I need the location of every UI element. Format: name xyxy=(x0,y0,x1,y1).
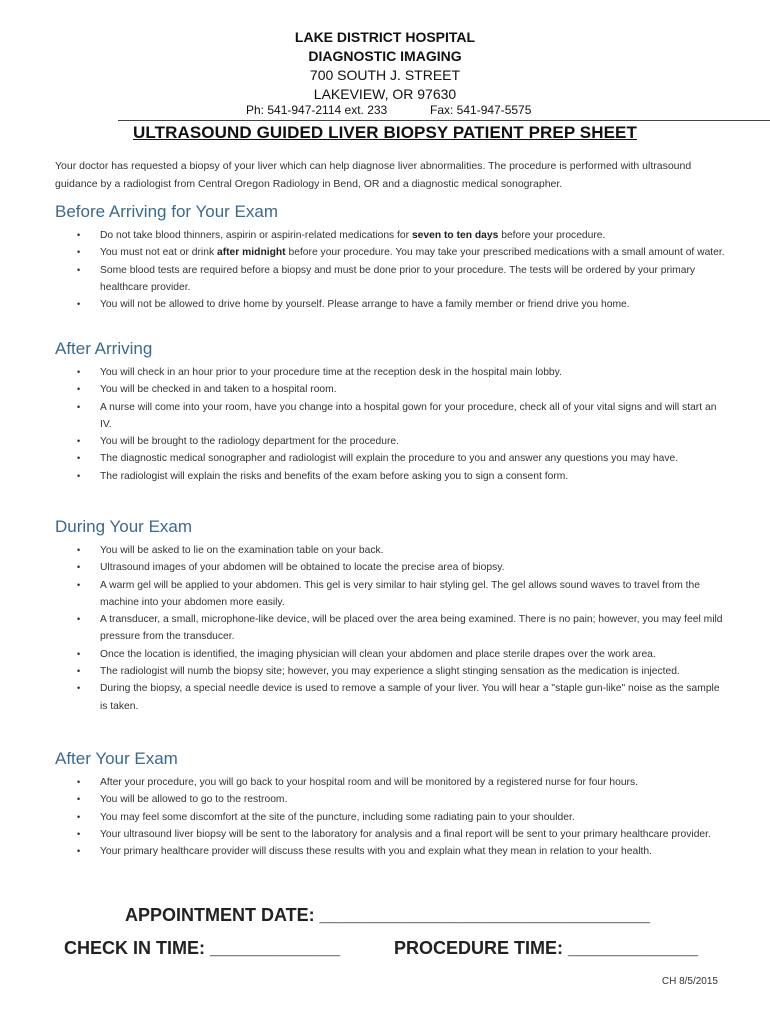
appointment-date-label: APPOINTMENT DATE: xyxy=(125,905,320,925)
revision-footer: CH 8/5/2015 xyxy=(661,976,718,987)
bullet-icon: • xyxy=(77,247,81,258)
list-item: • You will check in an hour prior to your procedure time at the reception desk in the hospital main lobby. xyxy=(55,364,725,381)
section-after-arriving xyxy=(55,338,725,485)
list-item: • You will be allowed to go to the restroom. xyxy=(55,791,725,808)
hospital-name: LAKE DISTRICT HOSPITAL xyxy=(294,29,476,45)
section-heading: Before Arriving for Your Exam xyxy=(55,202,279,221)
bullet-list xyxy=(55,227,725,313)
bullet-icon: • xyxy=(77,828,81,839)
bullet-icon: • xyxy=(77,470,81,481)
bullet-icon: • xyxy=(77,846,81,857)
bullet-list xyxy=(55,364,725,485)
street-address: 700 SOUTH J. STREET xyxy=(309,67,461,83)
procedure-time-blank[interactable]: _____________ xyxy=(568,938,699,958)
section-before-arriving xyxy=(55,201,725,313)
list-item: • You will not be allowed to drive home by yourself. Please arrange to have a family member or friend drive you home. xyxy=(55,296,725,313)
bullet-icon: • xyxy=(77,579,81,590)
procedure-time-label: PROCEDURE TIME: xyxy=(394,938,569,958)
bullet-icon: • xyxy=(77,666,81,677)
list-item: • Some blood tests are required before a biopsy and must be done prior to your procedure. The tests will be ordered by your primary healthcare provider. xyxy=(55,262,725,297)
list-item: • You may feel some discomfort at the site of the puncture, including some radiating pain to your shoulder. xyxy=(55,809,725,826)
department-name: DIAGNOSTIC IMAGING xyxy=(308,48,462,64)
section-after-exam xyxy=(55,748,725,860)
list-item: • A transducer, a small, microphone-like device, will be placed over the area being examined. There is no pain; however, you may feel mild pressure from the transducer. xyxy=(55,611,725,646)
bullet-list xyxy=(55,542,725,715)
bullet-list xyxy=(55,774,725,860)
section-heading: After Your Exam xyxy=(55,749,178,768)
bullet-icon: • xyxy=(77,436,81,447)
bullet-icon: • xyxy=(77,562,81,573)
procedure-time-field[interactable] xyxy=(394,938,698,959)
list-item: • The radiologist will explain the risks and benefits of the exam before asking you to sign a consent form. xyxy=(55,468,725,485)
check-in-time-label: CHECK IN TIME: xyxy=(64,938,210,958)
section-heading: After Arriving xyxy=(55,339,153,358)
bullet-icon: • xyxy=(77,683,81,694)
intro-paragraph: Your doctor has requested a biopsy of your liver which can help diagnose liver abnormalities. The procedure is performed with ultrasound guidance by a radiologist from Central Oregon Radiology in Bend, OR and a diagnostic medical sonographer. xyxy=(55,160,692,190)
section-during-exam xyxy=(55,516,725,715)
bullet-icon: • xyxy=(77,777,81,787)
bullet-icon: • xyxy=(77,811,81,822)
bullet-icon: • xyxy=(77,648,81,659)
list-item: • Once the location is identified, the imaging physician will clean your abdomen and place sterile drapes over the work area. xyxy=(55,646,725,663)
list-item: • You will be asked to lie on the examination table on your back. xyxy=(55,542,725,559)
list-item: • A nurse will come into your room, have you change into a hospital gown for your procedure, check all of your vital signs and will start an IV. xyxy=(55,399,725,434)
list-item: • Your primary healthcare provider will discuss these results with you and explain what they mean in relation to your health. xyxy=(55,843,725,860)
phone-number: Ph: 541-947-2114 ext. 233 xyxy=(246,103,388,117)
bullet-icon: • xyxy=(77,614,81,625)
list-item: • The diagnostic medical sonographer and radiologist will explain the procedure to you and answer any questions you may have. xyxy=(55,450,725,467)
list-item: • You will be checked in and taken to a hospital room. xyxy=(55,381,725,398)
bullet-icon: • xyxy=(77,384,81,395)
appointment-date-field[interactable] xyxy=(125,905,650,926)
bullet-icon: • xyxy=(77,367,81,377)
list-item: • You will be brought to the radiology department for the procedure. xyxy=(55,433,725,450)
document-title: ULTRASOUND GUIDED LIVER BIOPSY PATIENT PREP SHEET xyxy=(133,123,637,142)
bullet-icon: • xyxy=(77,453,81,464)
hospital-header xyxy=(0,28,770,104)
header-divider xyxy=(118,120,770,121)
check-in-time-blank[interactable]: _____________ xyxy=(210,938,341,958)
list-item: • Do not take blood thinners, aspirin or aspirin-related medications for seven to ten days before your procedure. xyxy=(55,227,725,244)
section-heading: During Your Exam xyxy=(55,517,193,536)
bullet-icon: • xyxy=(77,794,81,805)
bullet-icon: • xyxy=(77,401,81,412)
appointment-date-blank[interactable]: _________________________________ xyxy=(319,905,651,925)
fax-number: Fax: 541-947-5575 xyxy=(430,103,532,117)
bullet-icon: • xyxy=(77,264,81,275)
list-item: • Your ultrasound liver biopsy will be sent to the laboratory for analysis and a final report will be sent to your primary healthcare provider. xyxy=(55,826,725,843)
check-in-time-field[interactable] xyxy=(64,938,340,959)
list-item: • You must not eat or drink after midnight before your procedure. You may take your prescribed medications with a small amount of water. xyxy=(55,244,725,261)
list-item: • The radiologist will numb the biopsy site; however, you may experience a slight stinging sensation as the medication is injected. xyxy=(55,663,725,680)
bullet-icon: • xyxy=(77,299,81,310)
bullet-icon: • xyxy=(77,230,81,240)
list-item: • During the biopsy, a special needle device is used to remove a sample of your liver. You will hear a "staple gun-like" noise as the sample is taken. xyxy=(55,680,725,715)
list-item: • Ultrasound images of your abdomen will be obtained to locate the precise area of biopsy. xyxy=(55,559,725,576)
list-item: • A warm gel will be applied to your abdomen. This gel is very similar to hair styling gel. The gel allows sound waves to travel from the machine into your abdomen more easily. xyxy=(55,577,725,612)
city-state-zip: LAKEVIEW, OR 97630 xyxy=(313,86,457,102)
bullet-icon: • xyxy=(77,545,81,555)
list-item: • After your procedure, you will go back to your hospital room and will be monitored by a registered nurse for four hours. xyxy=(55,774,725,791)
